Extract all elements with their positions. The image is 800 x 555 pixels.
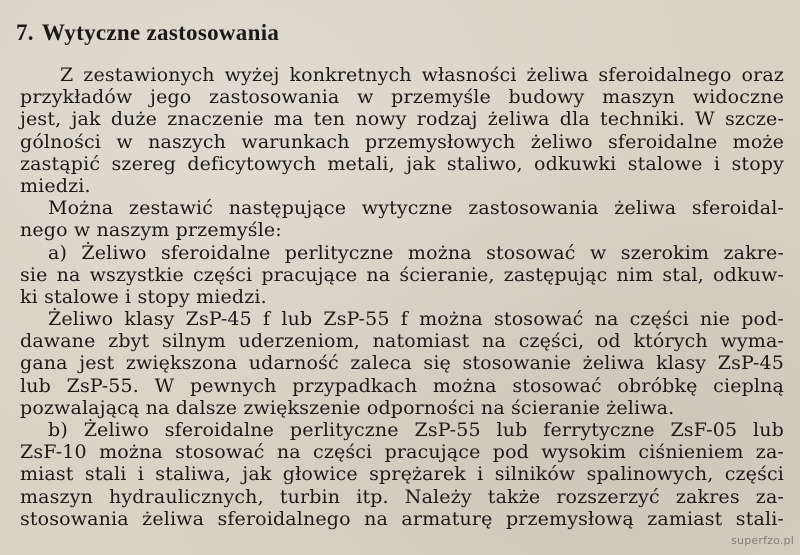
watermark: superfzo.pl: [731, 534, 794, 547]
text-line: ki stalowe i stopy miedzi.: [20, 285, 267, 308]
section-number: 7.: [16, 20, 34, 45]
text-line: miedzi.: [20, 174, 91, 197]
text-line: maszyn hydraulicznych, turbin itp. Należy także rozszerzyć zakres za-: [20, 485, 784, 508]
text-line: gana jest zwiększona udarność zaleca się stosowanie żeliwa klasy ZsP-45: [20, 352, 784, 375]
section-heading: [16, 20, 279, 46]
text-line: stosowania żeliwa sferoidalnego na armaturę przemysłową zamiast stali-: [20, 507, 784, 530]
text-line: Z zestawionych wyżej konkretnych własności żeliwa sferoidalnego oraz: [60, 64, 784, 86]
text-line: dawane zbyt silnym uderzeniom, natomiast na części, od których wyma-: [20, 330, 784, 353]
text-line: gólności w naszych warunkach przemysłowych żeliwo sferoidalne może: [20, 130, 784, 153]
text-line: jest, jak duże znaczenie ma ten nowy rodzaj żeliwa dla techniki. W szcze-: [20, 108, 784, 131]
text-line: a) Żeliwo sferoidalne perlityczne można stosować w szerokim zakre-: [48, 241, 784, 264]
text-line: nego w naszym przemyśle:: [20, 219, 282, 242]
text-line: ZsF-10 można stosować na części pracujące pod wysokim ciśnieniem za-: [20, 441, 784, 464]
section-title: Wytyczne zastosowania: [41, 20, 280, 45]
text-line: Żeliwo klasy ZsP-45 f lub ZsP-55 f można stosować na części nie pod-: [48, 308, 784, 331]
text-line: zastąpić szereg deficytowych metali, jak staliwo, odkuwki stalowe i stopy: [20, 152, 784, 175]
text-line: Można zestawić następujące wytyczne zastosowania żeliwa sferoidal-: [48, 197, 784, 220]
text-line: pozwalającą na dalsze zwiększenie odporności na ścieranie żeliwa.: [20, 396, 675, 419]
text-line: lub ZsP-55. W pewnych przypadkach można stosować obróbkę cieplną: [20, 374, 784, 397]
text-line: miast stali i staliwa, jak głowice sprężarek i silników spalinowych, części: [20, 463, 784, 486]
body-text: [20, 64, 784, 530]
text-line: b) Żeliwo sferoidalne perlityczne ZsP-55 lub ferrytyczne ZsF-05 lub: [48, 419, 784, 441]
text-line: sie na wszystkie części pracujące na ścieranie, zastępując nim stal, odkuw-: [20, 263, 784, 286]
text-line: przykładów jego zastosowania w przemyśle budowy maszyn widoczne: [20, 86, 784, 109]
